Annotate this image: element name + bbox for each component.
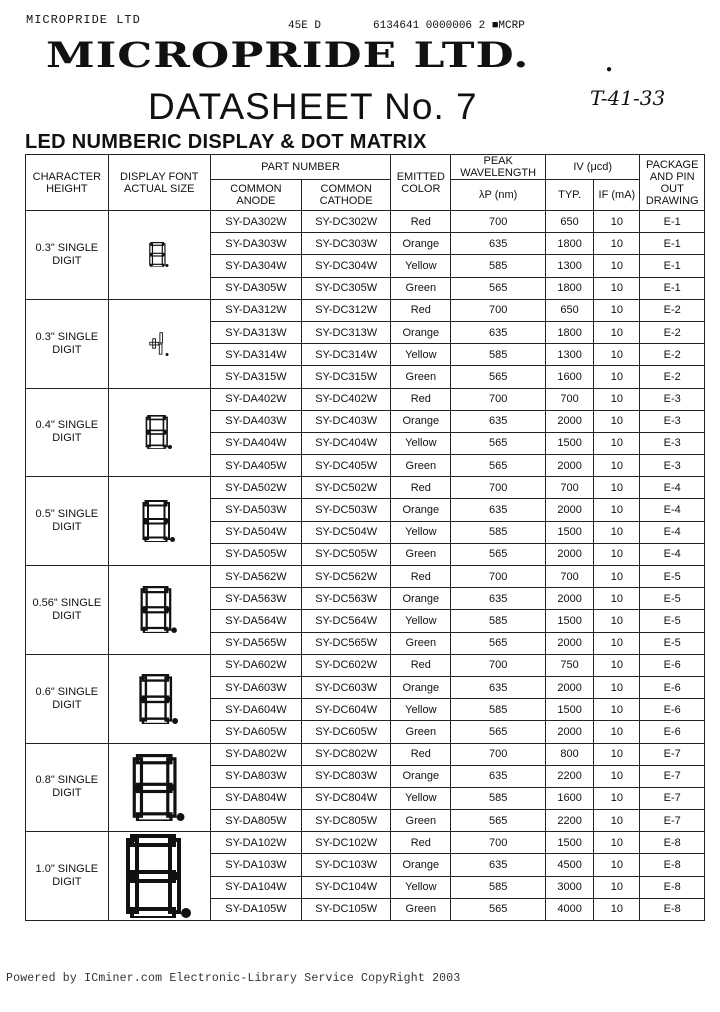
if-ma-cell: 10 <box>594 366 640 388</box>
emitted-color-cell: Green <box>391 810 451 832</box>
wavelength-cell: 635 <box>451 854 546 876</box>
common-anode-cell: SY-DA104W <box>210 876 301 898</box>
emitted-color-cell: Yellow <box>391 699 451 721</box>
iv-typ-cell: 2000 <box>545 499 593 521</box>
common-anode-cell: SY-DA505W <box>210 543 301 565</box>
if-ma-cell: 10 <box>594 255 640 277</box>
spec-table-body <box>26 211 705 921</box>
common-anode-cell: SY-DA502W <box>210 477 301 499</box>
iv-typ-cell: 2000 <box>545 455 593 477</box>
if-ma-cell: 10 <box>594 455 640 477</box>
common-cathode-cell: SY-DC503W <box>302 499 391 521</box>
emitted-color-cell: Orange <box>391 321 451 343</box>
emitted-color-cell: Green <box>391 632 451 654</box>
iv-typ-cell: 4500 <box>545 854 593 876</box>
common-cathode-cell: SY-DC502W <box>302 477 391 499</box>
common-anode-cell: SY-DA602W <box>210 654 301 676</box>
col-character-height: CHARACTER HEIGHT <box>26 155 109 211</box>
iv-typ-cell: 2000 <box>545 543 593 565</box>
package-cell: E-2 <box>640 321 705 343</box>
common-anode-cell: SY-DA504W <box>210 521 301 543</box>
emitted-color-cell: Red <box>391 477 451 499</box>
if-ma-cell: 10 <box>594 588 640 610</box>
package-cell: E-6 <box>640 699 705 721</box>
iv-typ-cell: 650 <box>545 211 593 233</box>
if-ma-cell: 10 <box>594 321 640 343</box>
common-anode-cell: SY-DA303W <box>210 233 301 255</box>
col-if-ma: IF (mA) <box>594 180 640 211</box>
package-cell: E-4 <box>640 477 705 499</box>
display-font-cell <box>108 832 210 921</box>
table-row <box>26 477 705 499</box>
table-row <box>26 743 705 765</box>
package-cell: E-7 <box>640 810 705 832</box>
package-cell: E-2 <box>640 299 705 321</box>
page-title: LED NUMBERIC DISPLAY & DOT MATRIX <box>25 131 427 153</box>
common-cathode-cell: SY-DC604W <box>302 699 391 721</box>
wavelength-cell: 565 <box>451 432 546 454</box>
handwritten-note: T-41-33 <box>590 86 666 110</box>
iv-typ-cell: 1500 <box>545 521 593 543</box>
package-cell: E-7 <box>640 787 705 809</box>
common-anode-cell: SY-DA605W <box>210 721 301 743</box>
character-height-cell: 0.3" SINGLE DIGIT <box>26 211 109 300</box>
common-anode-cell: SY-DA402W <box>210 388 301 410</box>
common-anode-cell: SY-DA315W <box>210 366 301 388</box>
wavelength-cell: 565 <box>451 455 546 477</box>
if-ma-cell: 10 <box>594 898 640 920</box>
common-anode-cell: SY-DA302W <box>210 211 301 233</box>
col-common-cathode: COMMON CATHODE <box>302 180 391 211</box>
package-cell: E-3 <box>640 388 705 410</box>
wavelength-cell: 585 <box>451 344 546 366</box>
iv-typ-cell: 3000 <box>545 876 593 898</box>
table-row <box>26 654 705 676</box>
display-font-cell <box>108 477 210 566</box>
package-cell: E-5 <box>640 632 705 654</box>
iv-typ-cell: 700 <box>545 388 593 410</box>
common-anode-cell: SY-DA565W <box>210 632 301 654</box>
wavelength-cell: 565 <box>451 366 546 388</box>
iv-typ-cell: 800 <box>545 743 593 765</box>
emitted-color-cell: Red <box>391 566 451 588</box>
emitted-color-cell: Yellow <box>391 876 451 898</box>
col-package: PACKAGE AND PIN OUT DRAWING <box>640 155 705 211</box>
if-ma-cell: 10 <box>594 499 640 521</box>
company-logo: MICROPRIDE LTD. <box>46 36 530 76</box>
wavelength-cell: 565 <box>451 277 546 299</box>
common-cathode-cell: SY-DC303W <box>302 233 391 255</box>
character-height-cell: 0.56" SINGLE DIGIT <box>26 566 109 655</box>
if-ma-cell: 10 <box>594 854 640 876</box>
datasheet-number: DATASHEET No. 7 <box>148 86 478 127</box>
display-font-cell <box>108 566 210 655</box>
emitted-color-cell: Orange <box>391 588 451 610</box>
wavelength-cell: 635 <box>451 588 546 610</box>
iv-typ-cell: 1800 <box>545 233 593 255</box>
emitted-color-cell: Orange <box>391 233 451 255</box>
seven-seg-digit-icon <box>126 834 192 918</box>
col-common-anode: COMMON ANODE <box>210 180 301 211</box>
wavelength-cell: 700 <box>451 654 546 676</box>
common-cathode-cell: SY-DC315W <box>302 366 391 388</box>
common-cathode-cell: SY-DC564W <box>302 610 391 632</box>
common-cathode-cell: SY-DC103W <box>302 854 391 876</box>
character-height-cell: 0.4" SINGLE DIGIT <box>26 388 109 477</box>
table-row <box>26 388 705 410</box>
wavelength-cell: 585 <box>451 610 546 632</box>
iv-typ-cell: 2200 <box>545 810 593 832</box>
common-cathode-cell: SY-DC565W <box>302 632 391 654</box>
common-anode-cell: SY-DA304W <box>210 255 301 277</box>
common-anode-cell: SY-DA603W <box>210 676 301 698</box>
common-cathode-cell: SY-DC563W <box>302 588 391 610</box>
common-anode-cell: SY-DA105W <box>210 898 301 920</box>
emitted-color-cell: Green <box>391 277 451 299</box>
col-lambda-p: λP (nm) <box>451 180 546 211</box>
col-part-number: PART NUMBER <box>210 155 390 180</box>
common-anode-cell: SY-DA802W <box>210 743 301 765</box>
common-cathode-cell: SY-DC104W <box>302 876 391 898</box>
if-ma-cell: 10 <box>594 632 640 654</box>
character-height-cell: 1.0" SINGLE DIGIT <box>26 832 109 921</box>
emitted-color-cell: Orange <box>391 765 451 787</box>
common-anode-cell: SY-DA312W <box>210 299 301 321</box>
iv-typ-cell: 700 <box>545 566 593 588</box>
if-ma-cell: 10 <box>594 810 640 832</box>
common-anode-cell: SY-DA804W <box>210 787 301 809</box>
iv-typ-cell: 1600 <box>545 787 593 809</box>
common-cathode-cell: SY-DC403W <box>302 410 391 432</box>
package-cell: E-5 <box>640 566 705 588</box>
emitted-color-cell: Orange <box>391 499 451 521</box>
table-row <box>26 832 705 854</box>
emitted-color-cell: Red <box>391 211 451 233</box>
wavelength-cell: 565 <box>451 721 546 743</box>
display-font-cell <box>108 388 210 477</box>
col-display-font: DISPLAY FONT ACTUAL SIZE <box>108 155 210 211</box>
iv-typ-cell: 1500 <box>545 832 593 854</box>
display-font-cell <box>108 211 210 300</box>
iv-typ-cell: 2000 <box>545 721 593 743</box>
common-cathode-cell: SY-DC404W <box>302 432 391 454</box>
common-cathode-cell: SY-DC803W <box>302 765 391 787</box>
if-ma-cell: 10 <box>594 344 640 366</box>
if-ma-cell: 10 <box>594 610 640 632</box>
wavelength-cell: 585 <box>451 255 546 277</box>
if-ma-cell: 10 <box>594 233 640 255</box>
if-ma-cell: 10 <box>594 277 640 299</box>
common-anode-cell: SY-DA403W <box>210 410 301 432</box>
wavelength-cell: 635 <box>451 321 546 343</box>
seven-seg-digit-icon <box>144 415 174 449</box>
emitted-color-cell: Yellow <box>391 787 451 809</box>
iv-typ-cell: 1600 <box>545 366 593 388</box>
emitted-color-cell: Yellow <box>391 344 451 366</box>
table-row <box>26 211 705 233</box>
spec-table <box>25 154 705 921</box>
iv-typ-cell: 2000 <box>545 676 593 698</box>
package-cell: E-1 <box>640 255 705 277</box>
seven-seg-digit-icon <box>147 242 171 267</box>
iv-typ-cell: 650 <box>545 299 593 321</box>
package-cell: E-2 <box>640 344 705 366</box>
emitted-color-cell: Red <box>391 299 451 321</box>
package-cell: E-6 <box>640 676 705 698</box>
wavelength-cell: 635 <box>451 765 546 787</box>
if-ma-cell: 10 <box>594 543 640 565</box>
wavelength-cell: 700 <box>451 832 546 854</box>
common-anode-cell: SY-DA102W <box>210 832 301 854</box>
wavelength-cell: 635 <box>451 410 546 432</box>
iv-typ-cell: 1300 <box>545 344 593 366</box>
common-cathode-cell: SY-DC105W <box>302 898 391 920</box>
common-cathode-cell: SY-DC802W <box>302 743 391 765</box>
iv-typ-cell: 2000 <box>545 588 593 610</box>
if-ma-cell: 10 <box>594 765 640 787</box>
emitted-color-cell: Green <box>391 366 451 388</box>
table-row <box>26 299 705 321</box>
if-ma-cell: 10 <box>594 654 640 676</box>
iv-typ-cell: 1800 <box>545 321 593 343</box>
package-cell: E-3 <box>640 432 705 454</box>
package-cell: E-6 <box>640 654 705 676</box>
seven-seg-digit-icon <box>132 754 186 821</box>
common-anode-cell: SY-DA563W <box>210 588 301 610</box>
common-cathode-cell: SY-DC304W <box>302 255 391 277</box>
wavelength-cell: 585 <box>451 521 546 543</box>
if-ma-cell: 10 <box>594 787 640 809</box>
common-cathode-cell: SY-DC102W <box>302 832 391 854</box>
common-cathode-cell: SY-DC505W <box>302 543 391 565</box>
doc-code-left: 45E D <box>288 20 322 32</box>
package-cell: E-1 <box>640 233 705 255</box>
if-ma-cell: 10 <box>594 743 640 765</box>
wavelength-cell: 635 <box>451 499 546 521</box>
wavelength-cell: 700 <box>451 211 546 233</box>
if-ma-cell: 10 <box>594 410 640 432</box>
wavelength-cell: 635 <box>451 676 546 698</box>
col-emitted-color: EMITTED COLOR <box>391 155 451 211</box>
wavelength-cell: 700 <box>451 477 546 499</box>
package-cell: E-7 <box>640 743 705 765</box>
emitted-color-cell: Red <box>391 654 451 676</box>
iv-typ-cell: 1500 <box>545 610 593 632</box>
emitted-color-cell: Yellow <box>391 432 451 454</box>
common-cathode-cell: SY-DC603W <box>302 676 391 698</box>
wavelength-cell: 565 <box>451 543 546 565</box>
package-cell: E-4 <box>640 543 705 565</box>
emitted-color-cell: Yellow <box>391 255 451 277</box>
common-anode-cell: SY-DA562W <box>210 566 301 588</box>
common-anode-cell: SY-DA604W <box>210 699 301 721</box>
common-cathode-cell: SY-DC602W <box>302 654 391 676</box>
if-ma-cell: 10 <box>594 566 640 588</box>
emitted-color-cell: Green <box>391 721 451 743</box>
if-ma-cell: 10 <box>594 832 640 854</box>
character-height-cell: 0.5" SINGLE DIGIT <box>26 477 109 566</box>
if-ma-cell: 10 <box>594 388 640 410</box>
common-cathode-cell: SY-DC405W <box>302 455 391 477</box>
package-cell: E-7 <box>640 765 705 787</box>
logo-registered-mark: ● <box>606 64 613 75</box>
character-height-cell: 0.3" SINGLE DIGIT <box>26 299 109 388</box>
character-height-cell: 0.8" SINGLE DIGIT <box>26 743 109 832</box>
package-cell: E-1 <box>640 211 705 233</box>
wavelength-cell: 700 <box>451 388 546 410</box>
common-anode-cell: SY-DA314W <box>210 344 301 366</box>
seven-seg-digit-icon <box>139 586 179 633</box>
if-ma-cell: 10 <box>594 477 640 499</box>
common-anode-cell: SY-DA305W <box>210 277 301 299</box>
emitted-color-cell: Yellow <box>391 521 451 543</box>
package-cell: E-5 <box>640 588 705 610</box>
common-cathode-cell: SY-DC312W <box>302 299 391 321</box>
package-cell: E-3 <box>640 410 705 432</box>
iv-typ-cell: 1500 <box>545 432 593 454</box>
if-ma-cell: 10 <box>594 676 640 698</box>
emitted-color-cell: Orange <box>391 410 451 432</box>
package-cell: E-8 <box>640 832 705 854</box>
common-cathode-cell: SY-DC805W <box>302 810 391 832</box>
emitted-color-cell: Green <box>391 543 451 565</box>
common-anode-cell: SY-DA805W <box>210 810 301 832</box>
display-font-cell <box>108 743 210 832</box>
display-font-cell <box>108 299 210 388</box>
common-anode-cell: SY-DA803W <box>210 765 301 787</box>
iv-typ-cell: 1800 <box>545 277 593 299</box>
package-cell: E-8 <box>640 876 705 898</box>
if-ma-cell: 10 <box>594 699 640 721</box>
footer-credit: Powered by ICminer.com Electronic-Library Service CopyRight 2003 <box>6 972 461 985</box>
wavelength-cell: 585 <box>451 787 546 809</box>
plus-minus-one-segment-icon <box>147 331 171 356</box>
wavelength-cell: 585 <box>451 699 546 721</box>
emitted-color-cell: Red <box>391 388 451 410</box>
seven-seg-digit-icon <box>138 674 180 724</box>
emitted-color-cell: Yellow <box>391 610 451 632</box>
package-cell: E-5 <box>640 610 705 632</box>
if-ma-cell: 10 <box>594 721 640 743</box>
iv-typ-cell: 750 <box>545 654 593 676</box>
wavelength-cell: 635 <box>451 233 546 255</box>
package-cell: E-6 <box>640 721 705 743</box>
iv-typ-cell: 1500 <box>545 699 593 721</box>
col-peak-wavelength: PEAK WAVELENGTH <box>451 155 546 180</box>
iv-typ-cell: 2200 <box>545 765 593 787</box>
package-cell: E-3 <box>640 455 705 477</box>
package-cell: E-4 <box>640 521 705 543</box>
emitted-color-cell: Orange <box>391 676 451 698</box>
wavelength-cell: 565 <box>451 810 546 832</box>
if-ma-cell: 10 <box>594 299 640 321</box>
wavelength-cell: 700 <box>451 566 546 588</box>
iv-typ-cell: 1300 <box>545 255 593 277</box>
emitted-color-cell: Red <box>391 743 451 765</box>
package-cell: E-4 <box>640 499 705 521</box>
common-anode-cell: SY-DA503W <box>210 499 301 521</box>
package-cell: E-2 <box>640 366 705 388</box>
common-cathode-cell: SY-DC302W <box>302 211 391 233</box>
if-ma-cell: 10 <box>594 211 640 233</box>
wavelength-cell: 700 <box>451 743 546 765</box>
wavelength-cell: 565 <box>451 632 546 654</box>
common-cathode-cell: SY-DC402W <box>302 388 391 410</box>
wavelength-cell: 565 <box>451 898 546 920</box>
common-anode-cell: SY-DA404W <box>210 432 301 454</box>
common-anode-cell: SY-DA564W <box>210 610 301 632</box>
emitted-color-cell: Green <box>391 455 451 477</box>
character-height-cell: 0.6" SINGLE DIGIT <box>26 654 109 743</box>
common-cathode-cell: SY-DC313W <box>302 321 391 343</box>
common-cathode-cell: SY-DC605W <box>302 721 391 743</box>
common-cathode-cell: SY-DC562W <box>302 566 391 588</box>
if-ma-cell: 10 <box>594 876 640 898</box>
table-row <box>26 566 705 588</box>
company-line: MICROPRIDE LTD <box>26 13 141 27</box>
emitted-color-cell: Red <box>391 832 451 854</box>
package-cell: E-8 <box>640 854 705 876</box>
if-ma-cell: 10 <box>594 521 640 543</box>
iv-typ-cell: 2000 <box>545 632 593 654</box>
package-cell: E-8 <box>640 898 705 920</box>
iv-typ-cell: 700 <box>545 477 593 499</box>
wavelength-cell: 585 <box>451 876 546 898</box>
emitted-color-cell: Orange <box>391 854 451 876</box>
package-cell: E-1 <box>640 277 705 299</box>
wavelength-cell: 700 <box>451 299 546 321</box>
common-cathode-cell: SY-DC504W <box>302 521 391 543</box>
common-cathode-cell: SY-DC804W <box>302 787 391 809</box>
emitted-color-cell: Green <box>391 898 451 920</box>
col-iv: IV (μcd) <box>545 155 640 180</box>
seven-seg-digit-icon <box>141 500 177 542</box>
iv-typ-cell: 4000 <box>545 898 593 920</box>
if-ma-cell: 10 <box>594 432 640 454</box>
doc-code-right: 6134641 0000006 2 ■MCRP <box>373 20 525 32</box>
common-cathode-cell: SY-DC314W <box>302 344 391 366</box>
common-anode-cell: SY-DA103W <box>210 854 301 876</box>
display-font-cell <box>108 654 210 743</box>
common-anode-cell: SY-DA313W <box>210 321 301 343</box>
common-cathode-cell: SY-DC305W <box>302 277 391 299</box>
common-anode-cell: SY-DA405W <box>210 455 301 477</box>
iv-typ-cell: 2000 <box>545 410 593 432</box>
col-typ: TYP. <box>545 180 593 211</box>
